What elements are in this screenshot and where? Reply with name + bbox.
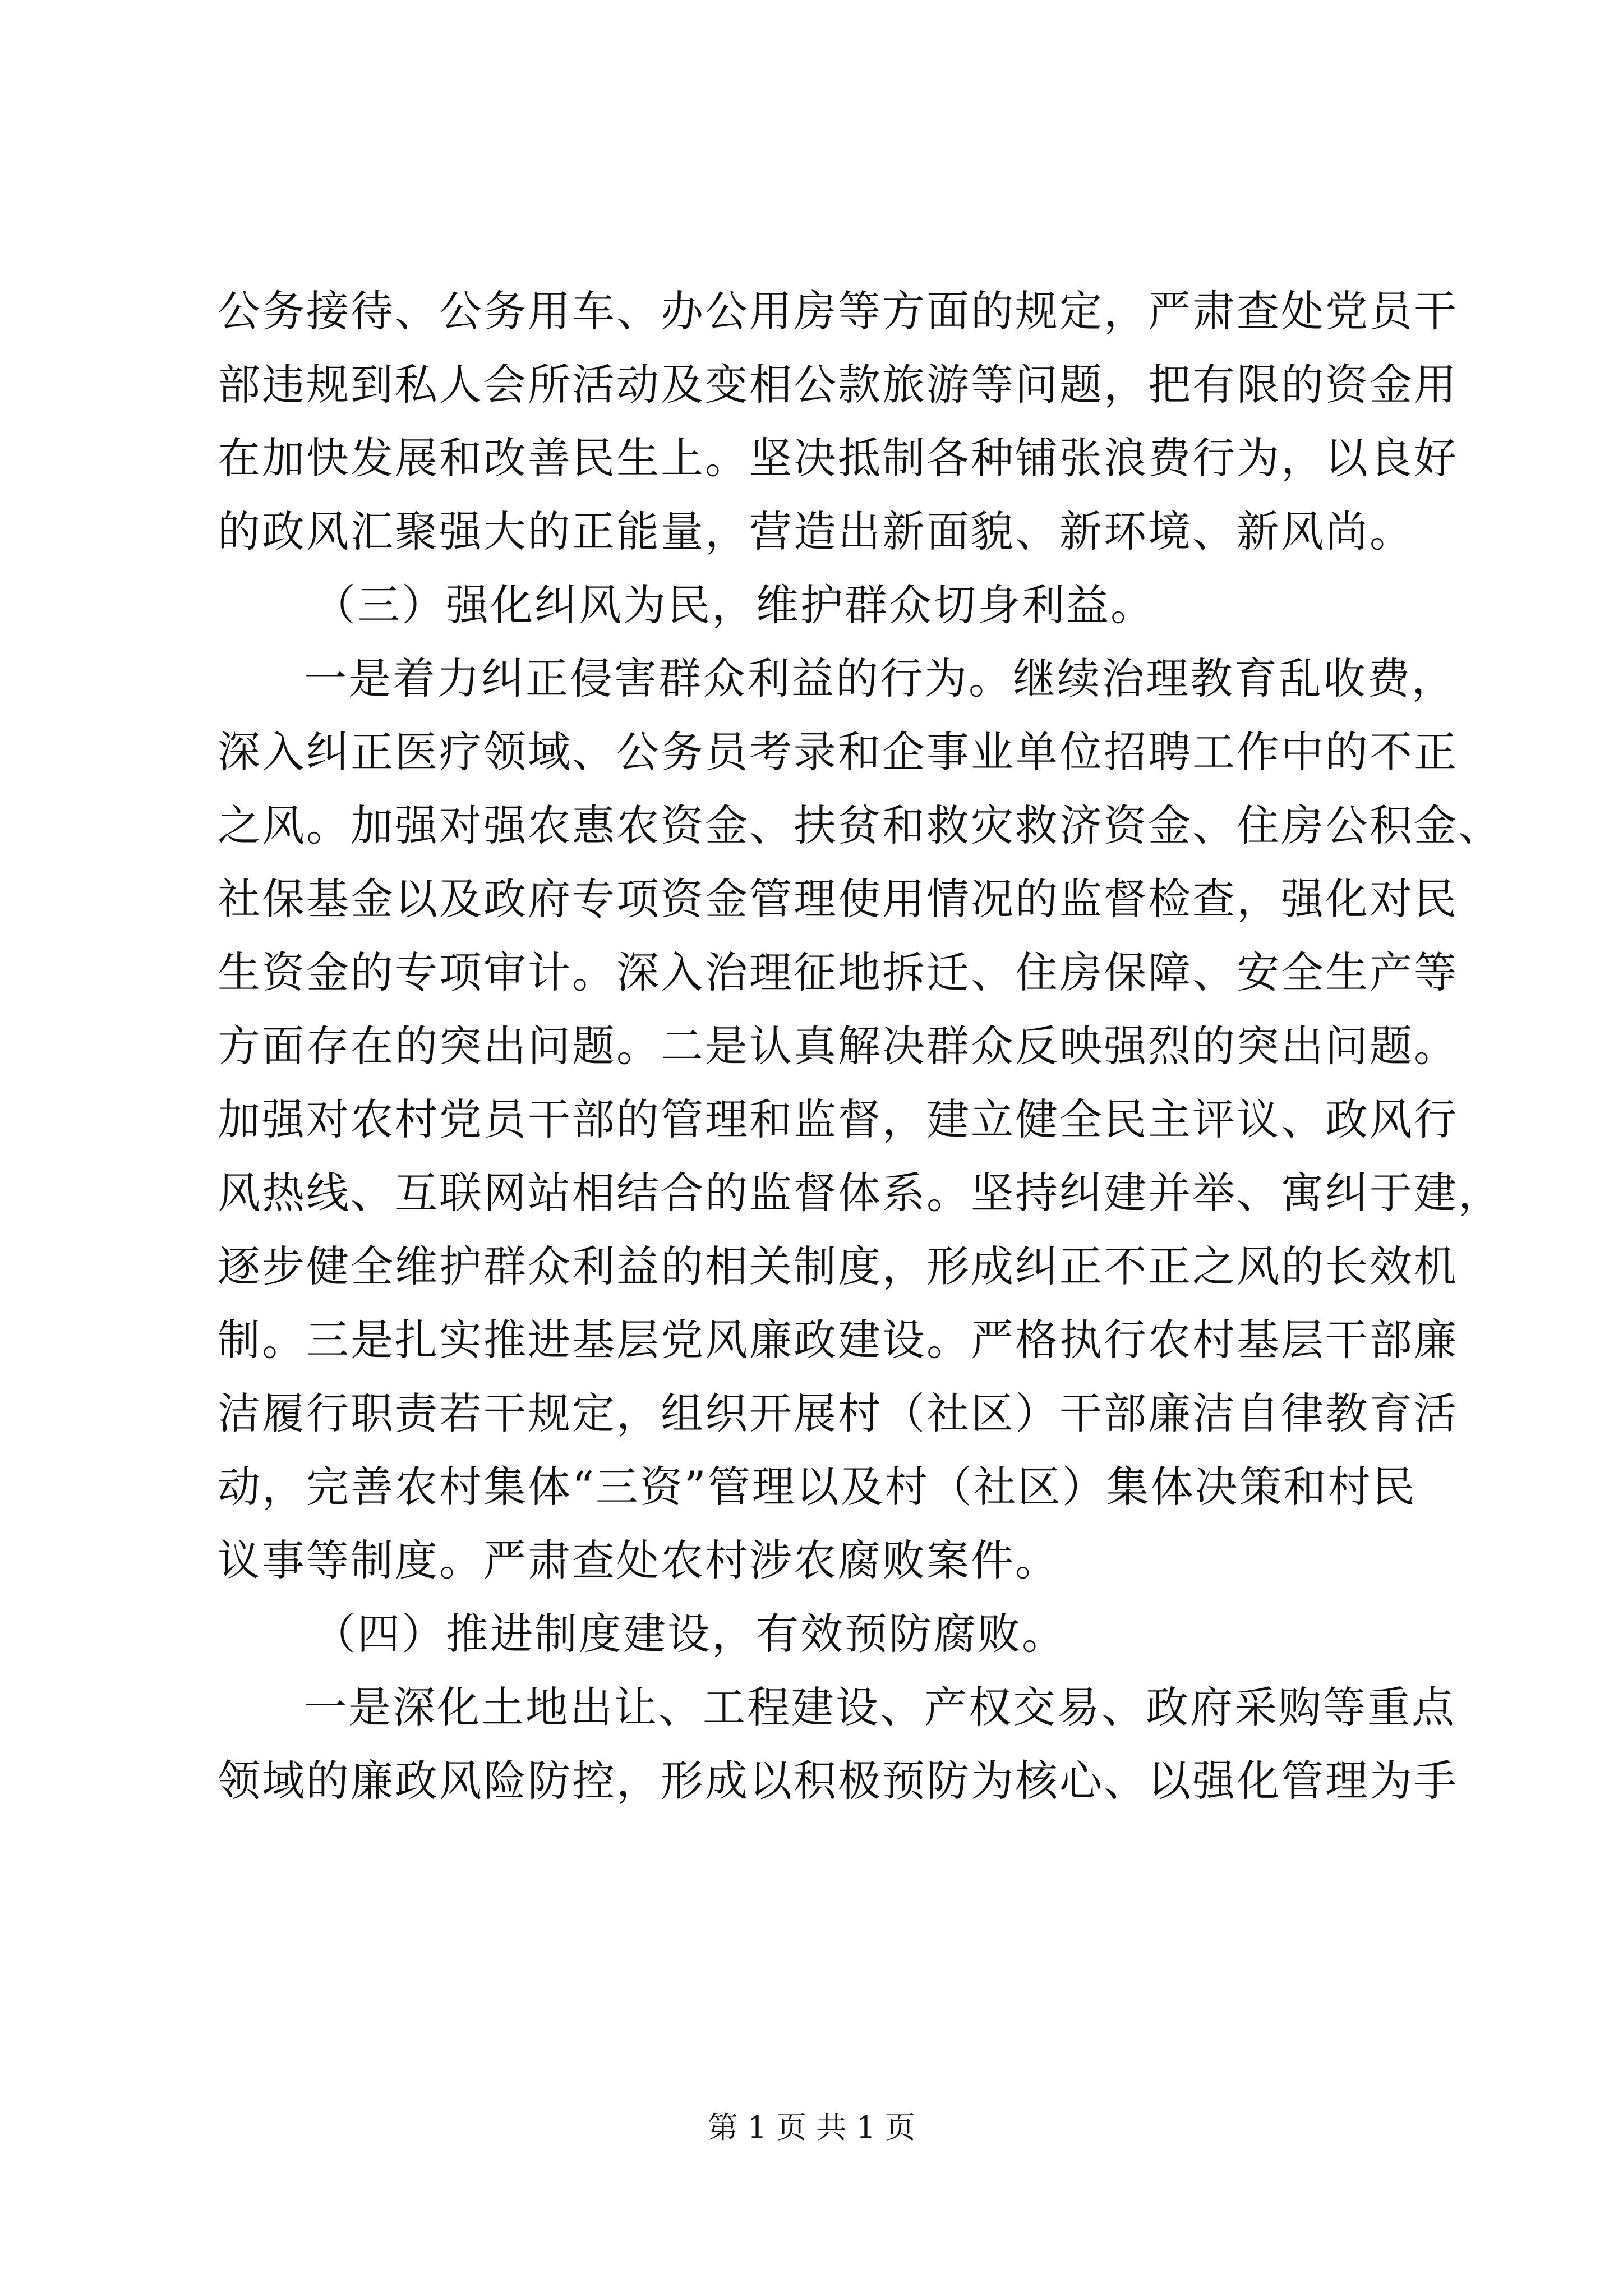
section-heading: （四）推进制度建设，有效预防腐败。 [313, 1609, 1066, 1659]
text-line: 社保基金以及政府专项资金管理使用情况的监督检查，强化对民 [218, 874, 1458, 924]
text-line: 之风。加强对强农惠农资金、扶贫和救灾救济资金、住房公积金、 [218, 800, 1502, 850]
text-line: 在加快发展和改善民生上。坚决抵制各种铺张浪费行为，以良好 [218, 433, 1458, 483]
text-line: 动，完善农村集体“三资”管理以及村（社区）集体决策和村民 [218, 1462, 1417, 1512]
text-line: 公务接待、公务用车、办公用房等方面的规定，严肃查处党员干 [218, 286, 1458, 336]
text-line: 逐步健全维护群众利益的相关制度，形成纠正不正之风的长效机 [218, 1241, 1458, 1291]
text-line: 一是深化土地出让、工程建设、产权交易、政府采购等重点 [304, 1682, 1456, 1732]
text-line: 洁履行职责若干规定，组织开展村（社区）干部廉洁自律教育活 [218, 1388, 1458, 1438]
text-line: 议事等制度。严肃查处农村涉农腐败案件。 [218, 1535, 1059, 1585]
text-line: 的政风汇聚强大的正能量，营造出新面貌、新环境、新风尚。 [218, 507, 1414, 556]
page-footer [0, 2108, 1623, 2147]
text-line: 领域的廉政风险防控，形成以积极预防为核心、以强化管理为手 [218, 1756, 1458, 1806]
text-line: 风热线、互联网站相结合的监督体系。坚持纠建并举、寓纠于建， [218, 1168, 1502, 1218]
text-line: 制。三是扎实推进基层党风廉政建设。严格执行农村基层干部廉 [218, 1315, 1458, 1365]
text-line: 部违规到私人会所活动及变相公款旅游等问题，把有限的资金用 [218, 360, 1458, 409]
section-heading: （三）强化纠风为民，维护群众切身利益。 [313, 580, 1155, 630]
text-line: 一是着力纠正侵害群众利益的行为。继续治理教育乱收费， [304, 654, 1456, 703]
text-line: 方面存在的突出问题。二是认真解决群众反映强烈的突出问题。 [218, 1021, 1458, 1071]
text-line: 深入纠正医疗领域、公务员考录和企事业单位招聘工作中的不正 [218, 727, 1458, 777]
text-line: 加强对农村党员干部的管理和监督，建立健全民主评议、政风行 [218, 1094, 1458, 1144]
page-number-label: 第 1 页 共 1 页 [707, 2110, 916, 2145]
text-line: 生资金的专项审计。深入治理征地拆迁、住房保障、安全生产等 [218, 947, 1458, 997]
